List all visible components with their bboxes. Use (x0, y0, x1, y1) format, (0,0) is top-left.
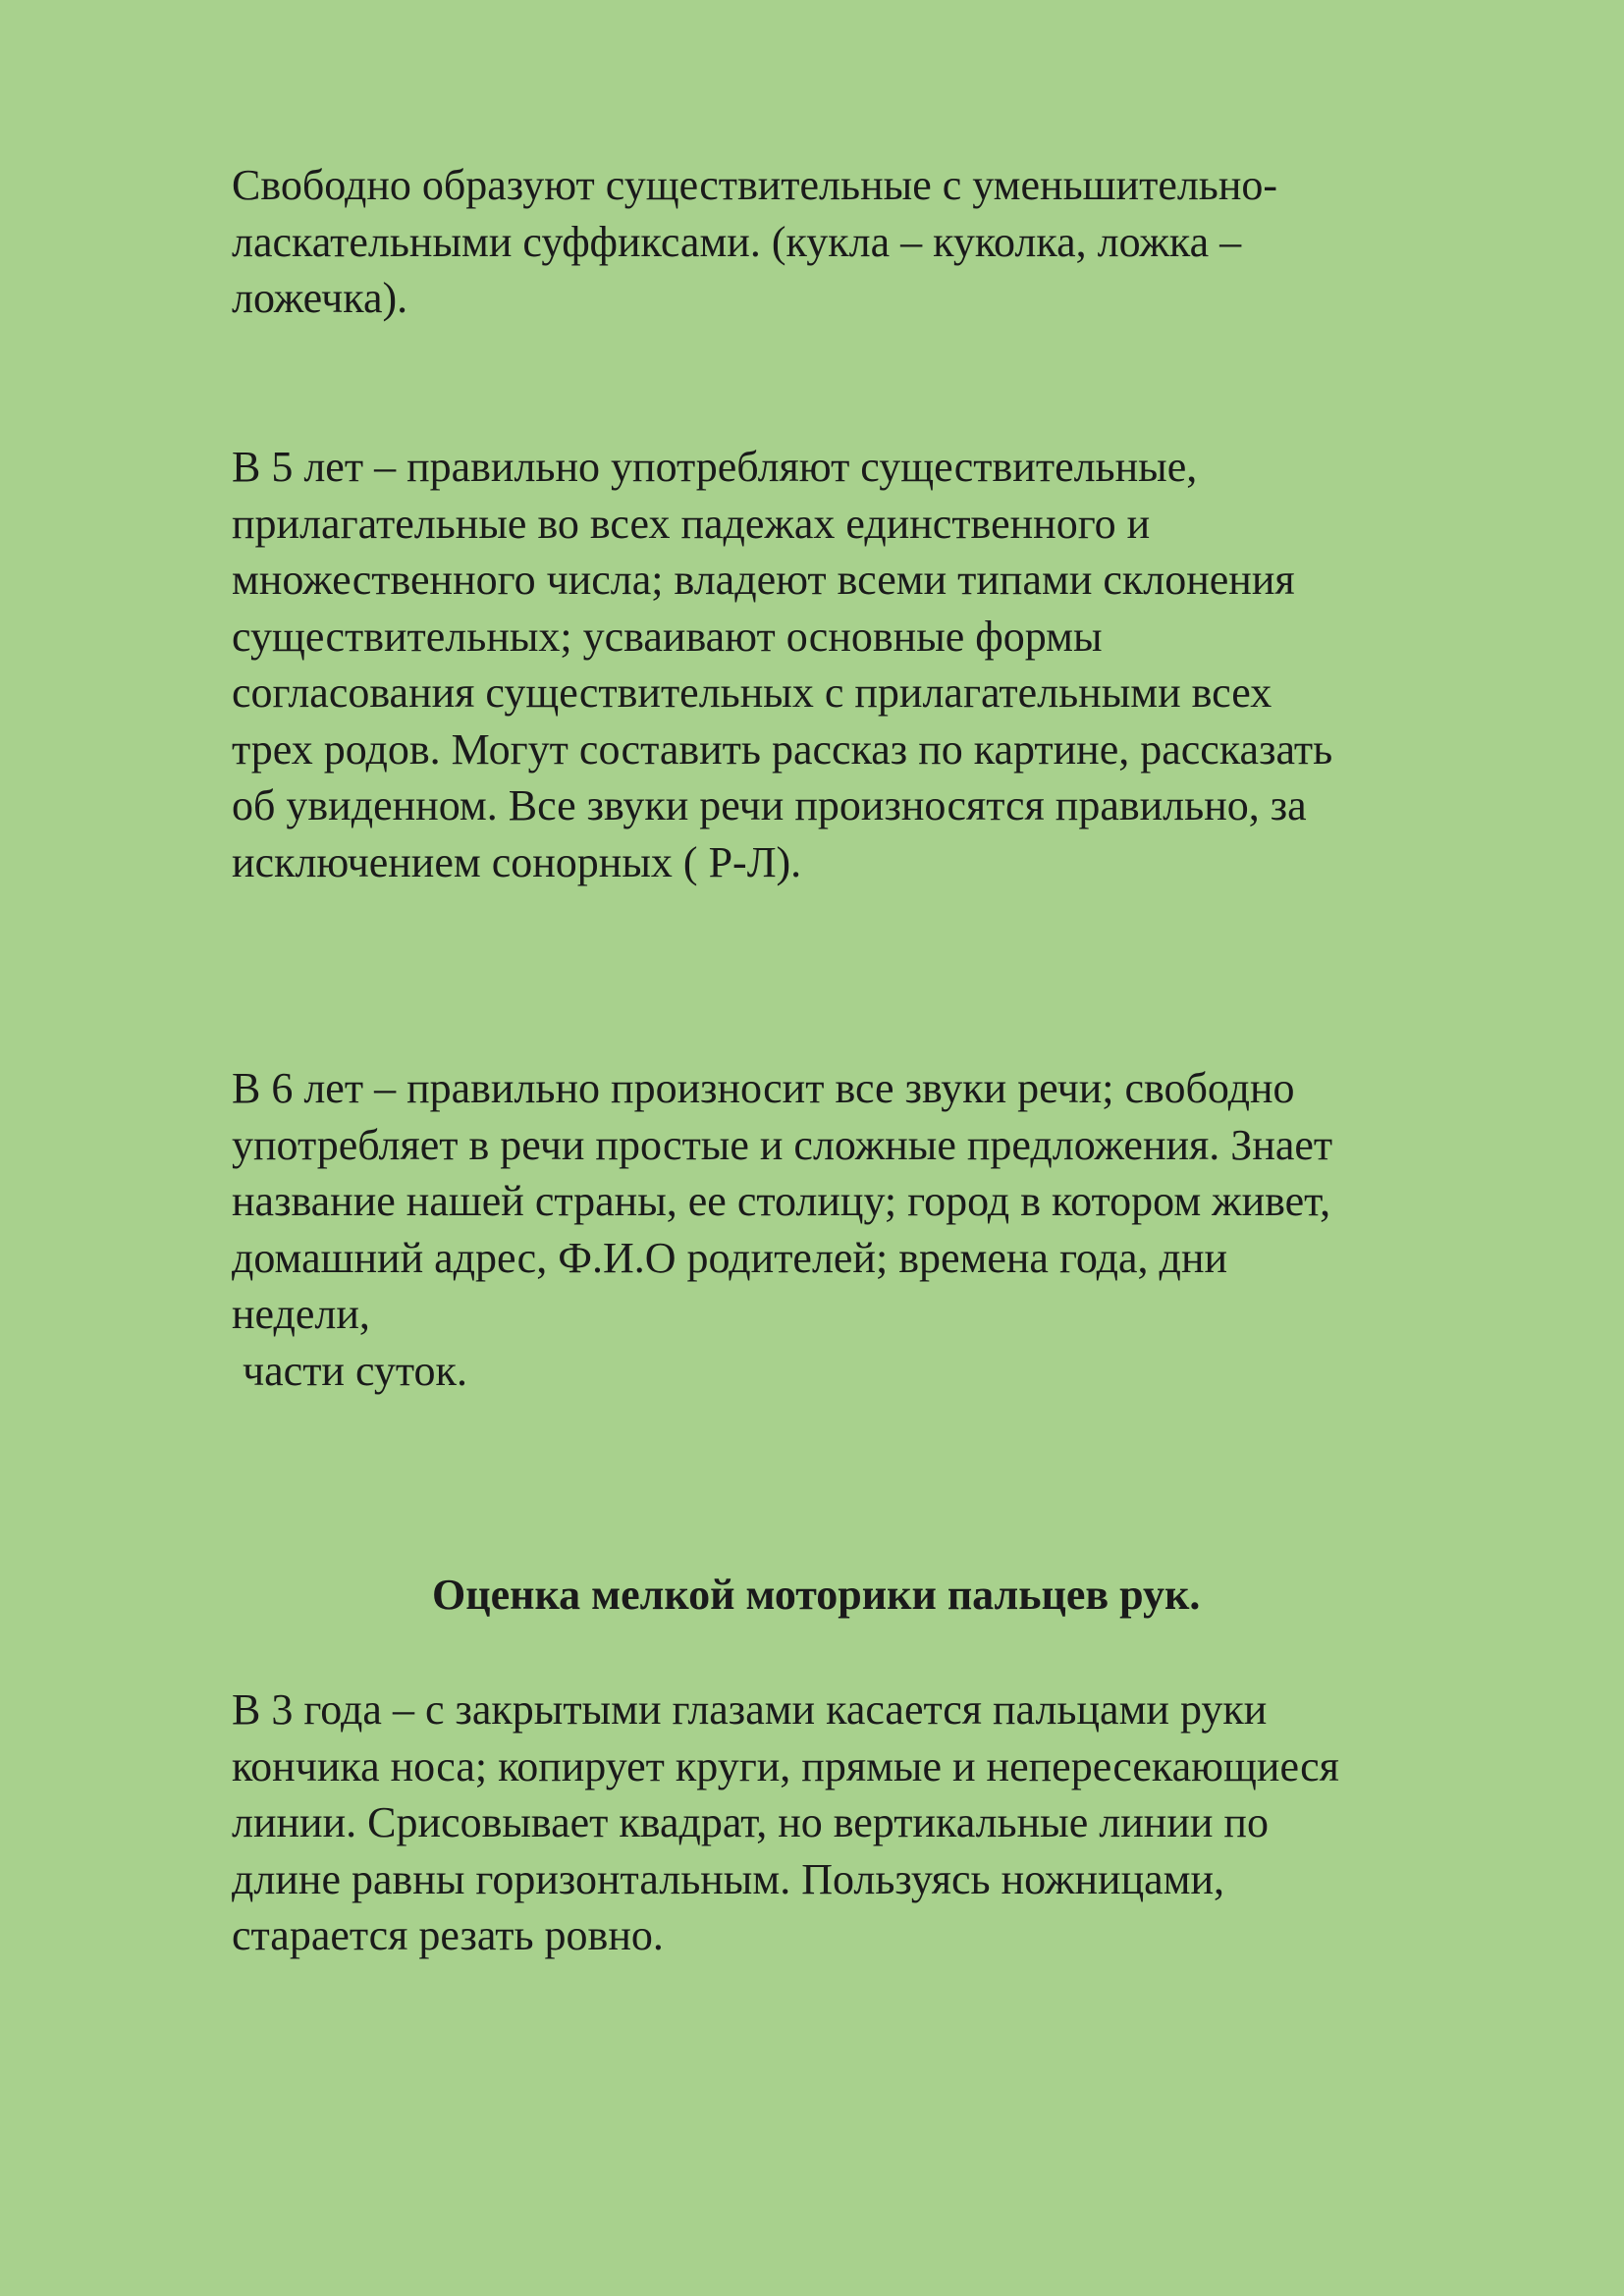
text-line: В 6 лет – правильно произносит все звуки речи; свободно (232, 1064, 1295, 1112)
text-line: длине равны горизонтальным. Пользуясь ножницами, (232, 1854, 1225, 1903)
text-line: Свободно образуют существительные с уменьшительно- (232, 161, 1278, 209)
paragraph-age-3-motor (232, 1682, 1508, 1964)
text-line: В 5 лет – правильно употребляют существительные, (232, 443, 1198, 491)
text-line: согласования существительных с прилагательными всех (232, 668, 1272, 717)
text-line: множественного числа; владеют всеми типами склонения (232, 556, 1295, 604)
paragraph-age-5 (232, 439, 1508, 890)
text-line: старается резать ровно. (232, 1911, 664, 1959)
text-line: ложечка). (232, 274, 408, 322)
paragraph-diminutive-suffixes (232, 157, 1508, 327)
text-line: недели, (232, 1290, 370, 1338)
text-line: ласкательными суффиксами. (кукла – куколка, ложка – (232, 217, 1242, 266)
text-line: домашний адрес, Ф.И.О родителей; времена года, дни (232, 1233, 1228, 1282)
text-line: кончика носа; копирует круги, прямые и непересекающиеся (232, 1741, 1339, 1790)
section-heading-fine-motor: Оценка мелкой моторики пальцев рук. (432, 1571, 1201, 1619)
text-line: употребляет в речи простые и сложные предложения. Знает (232, 1120, 1333, 1169)
text-line: В 3 года – с закрытыми глазами касается пальцами руки (232, 1685, 1268, 1734)
text-line: линии. Срисовывает квадрат, но вертикальные линии по (232, 1798, 1269, 1846)
text-line: части суток. (232, 1346, 467, 1395)
text-line: трех родов. Могут составить рассказ по картине, рассказать (232, 724, 1333, 774)
text-line: об увиденном. Все звуки речи произносятся правильно, за (232, 781, 1307, 829)
text-line: прилагательные во всех падежах единственного и (232, 499, 1151, 548)
text-line: существительных; усваивают основные формы (232, 612, 1103, 661)
paragraph-age-6 (232, 1060, 1508, 1399)
text-line: название нашей страны, ее столицу; город в котором живет, (232, 1177, 1331, 1225)
text-line: исключением сонорных ( Р-Л). (232, 837, 802, 886)
